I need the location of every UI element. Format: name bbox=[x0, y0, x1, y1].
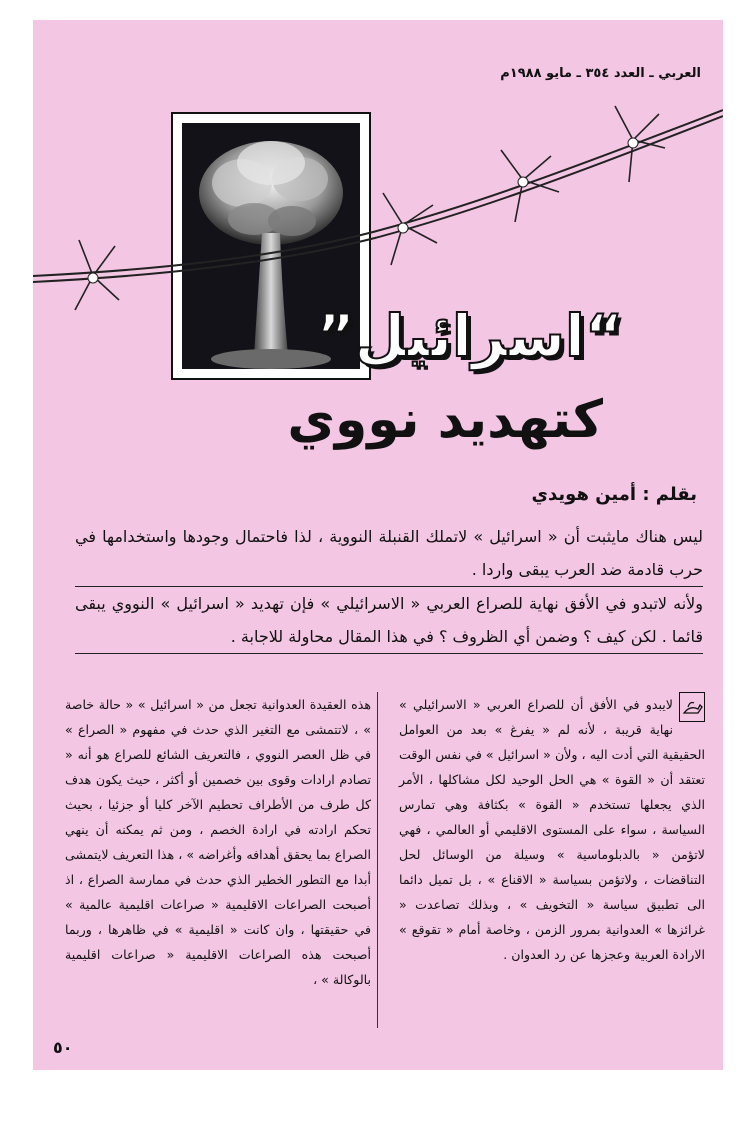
intro-text bbox=[75, 520, 703, 654]
title-line-1: “اسرائيل” bbox=[316, 302, 623, 370]
column-right bbox=[399, 692, 705, 967]
page-number: ٥٠ bbox=[53, 1038, 73, 1057]
column-left-text: هذه العقيدة العدوانية تجعل من « اسرائيل » « حالة خاصة » ، لاتتمشى مع التغير الذي حدث في مفهوم « الصراع » في ظل العصر النووي ، فالتعريف الشائع للصراع هو أنه « تصادم ارادات وقوى بين خصمين أو أكثر ، حيث يكون هدف كل طرف من الأطراف تحطيم الآخر كليا أو جزئيا ، بحيث تحكم ارادته في ارادة الخصم ، ومن ثم يمكنه أن ينهي الصراع بما يحقق أهدافه وأغراضه » ، هذا التعريف لايتمشى أبدا مع التطور الخطير الذي حدث في ممارسة الصراع ، اذ أصبحت الصراعات الاقليمية « صراعات اقليمية عالمية » في حقيقتها ، وان كانت « اقليمية » في ظاهرها ، وربما أصبحت هذه الصراعات الاقليمية « صراعات اقليمية بالوكالة » ، bbox=[65, 697, 371, 987]
column-right-text: لايبدو في الأفق أن للصراع العربي « الاسرائيلي » نهاية قريبة ، لأنه لم « يفرغ » بعد من العوامل الحقيقية التي أدت اليه ، ولأن « اسرائيل » في نفس الوقت تعتقد أن « القوة » هي الحل الوحيد لكل مشاكلها ، الأمر الذي يجعلها تستخدم « القوة » بكثافة وهي تمارس السياسة ، سواء على المستوى الاقليمي أو العالمي ، فهي لاتؤمن « بالدبلوماسية » وسيلة من الوسائل لحل التناقضات ، ولاتؤمن بسياسة « الاقناع » ، بل تميل دائما الى تطبيق سياسة « التخويف » ، وبذلك تصاعدت « غرائزها » العدوانية بمرور الزمن ، وخاصة أمام « تقوقع » الارادة العربية وعجزها عن رد العدوان . bbox=[399, 697, 705, 962]
issue-header: العربي ـ العدد ٣٥٤ ـ مايو ١٩٨٨م bbox=[500, 66, 701, 81]
lamp-icon bbox=[679, 692, 705, 722]
intro-paragraph-1: ليس هناك مايثبت أن « اسرائيل » لاتملك القنبلة النووية ، لذا فاحتمال وجودها واستخدامها في حرب قادمة ضد العرب يبقى واردا . bbox=[75, 520, 703, 587]
column-left bbox=[65, 692, 371, 992]
magazine-page bbox=[33, 20, 723, 1070]
title-line-2: كتهديد نووي bbox=[287, 390, 603, 450]
author-byline: بقلم : أمين هويدي bbox=[531, 484, 697, 505]
barbed-wire-illustration bbox=[33, 80, 723, 340]
column-divider bbox=[377, 692, 378, 1028]
intro-paragraph-2: ولأنه لاتبدو في الأفق نهاية للصراع العربي « الاسرائيلي » فإن تهديد « اسرائيل » النووي يبقى قائما . لكن كيف ؟ وضمن أي الظروف ؟ في هذا المقال محاولة للاجابة . bbox=[75, 587, 703, 654]
